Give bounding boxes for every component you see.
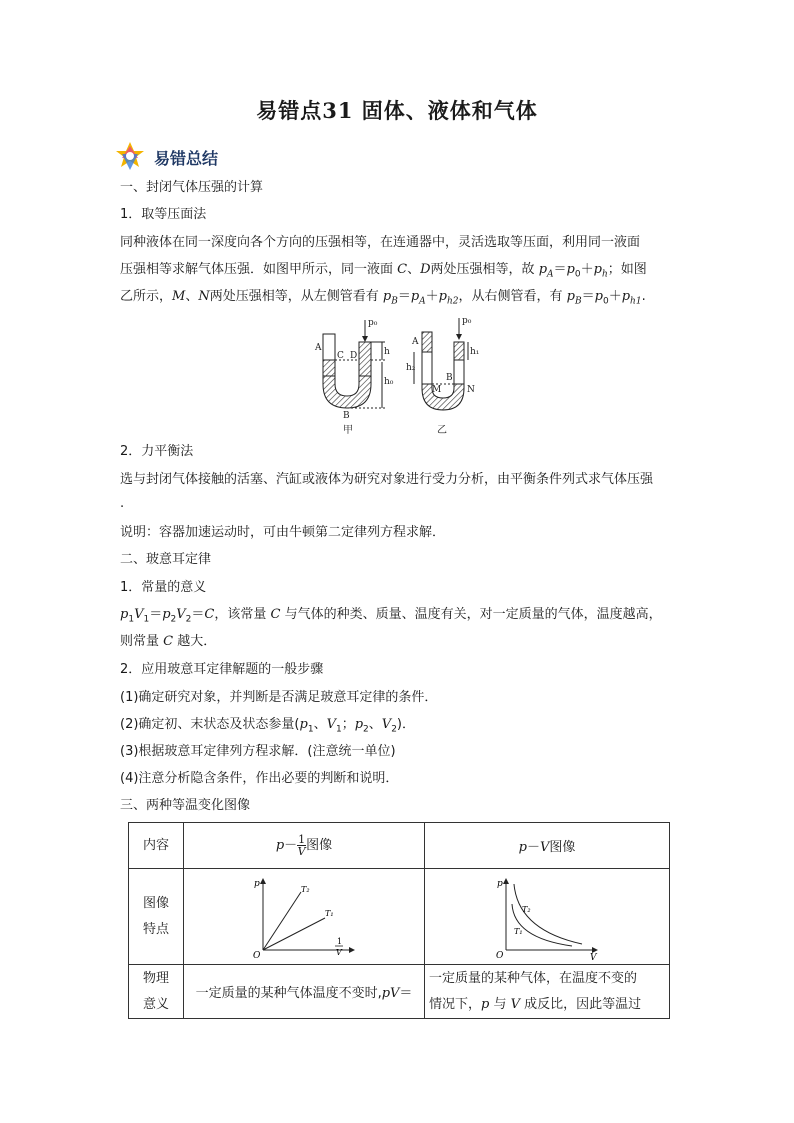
svg-text:O: O: [496, 950, 504, 960]
svg-text:p: p: [254, 878, 260, 889]
fig-jia-label-c: C: [337, 351, 344, 361]
step-3: (3)根据玻意耳定律列方程求解．(注意统一单位): [120, 744, 396, 759]
paragraph-4-line-2: 则常量 C 越大．: [120, 634, 217, 649]
table-header-row: [129, 823, 670, 869]
fig-jia-label-a: A: [315, 343, 322, 353]
heading-1: 一、封闭气体压强的计算: [120, 180, 264, 195]
step-2: (2)确定初、末状态及状态参量($p_1$、$V_1$；$p_2$、$V_2$)．: [120, 717, 415, 735]
heading-2: 二、玻意耳定律: [120, 552, 212, 567]
fig-jia-label-d: D: [350, 351, 358, 361]
fig-jia-label-b: B: [343, 411, 350, 421]
svg-text:V: V: [590, 952, 597, 960]
heading-2-1: 1．常量的意义: [120, 580, 207, 595]
u-tube-figure-jia: [310, 312, 400, 438]
paragraph-1-line-2: 压强相等求解气体压强．如图甲所示，同一液面 C、D两处压强相等，故 $p_A=p_0+p_h$；如图: [120, 262, 647, 280]
svg-text:O: O: [253, 950, 261, 960]
table-header-p-v: p－V图像: [425, 823, 670, 869]
table-cell-graph-1: [184, 869, 425, 965]
heading-1-2: 2．力平衡法: [120, 444, 194, 459]
u-tube-figure-yi: [404, 312, 494, 438]
table-row-graph-label: 图像 特点: [129, 869, 184, 965]
page-title: 易错点31 固体、液体和气体: [256, 98, 538, 123]
p-1-over-v-graph: [249, 874, 359, 960]
heading-2-2: 2．应用玻意耳定律解题的一般步骤: [120, 662, 324, 677]
paragraph-3: 说明：容器加速运动时，可由牛顿第二定律列方程求解．: [120, 525, 446, 540]
fig-jia-caption: 甲: [343, 425, 353, 436]
table-cell-meaning-2: 一定质量的某种气体，在温度不变的 情况下，p 与 V 成反比，因此等温过: [425, 965, 670, 1019]
fig-yi-label-h2: h₂: [406, 363, 416, 373]
fig-yi-label-p0: p₀: [462, 316, 472, 326]
table-header-content: 内容: [129, 823, 184, 869]
isotherm-comparison-table: [128, 822, 670, 1019]
svg-text:T₂: T₂: [522, 904, 531, 914]
fig-jia-label-h0: h₀: [384, 377, 394, 387]
section-label: 易错总结: [154, 148, 219, 168]
fig-jia-label-h: h: [384, 347, 390, 357]
paragraph-2-line-1: 选与封闭气体接触的活塞、汽缸或液体为研究对象进行受力分析，由平衡条件列式求气体压强: [120, 472, 654, 487]
svg-text:p: p: [497, 878, 503, 889]
fig-jia-label-p0: p₀: [368, 318, 378, 328]
fig-yi-label-b: B: [446, 373, 453, 383]
heading-3: 三、两种等温变化图像: [120, 798, 251, 813]
star-badge-icon: [112, 140, 148, 174]
table-cell-graph-2: [425, 869, 670, 965]
step-4: (4)注意分析隐含条件，作出必要的判断和说明．: [120, 771, 399, 786]
fig-yi-caption: 乙: [437, 425, 447, 436]
paragraph-1-line-1: 同种液体在同一深度向各个方向的压强相等，在连通器中，灵活选取等压面，利用同一液面: [120, 235, 641, 250]
section-heading: [112, 140, 218, 174]
fig-yi-label-m: M: [432, 385, 442, 395]
svg-text:T₂: T₂: [301, 884, 310, 894]
svg-text:V: V: [336, 947, 342, 957]
step-1: (1)确定研究对象，并判断是否满足玻意耳定律的条件．: [120, 690, 438, 705]
paragraph-2-line-2: .: [120, 496, 125, 511]
table-row-meaning: [129, 965, 670, 1019]
fig-yi-label-n: N: [467, 385, 475, 395]
svg-text:T₁: T₁: [514, 926, 523, 936]
table-row-meaning-label: 物理 意义: [129, 965, 184, 1019]
fig-yi-label-h1: h₁: [470, 347, 480, 357]
table-cell-meaning-1: 一定质量的某种气体温度不变时,pV＝: [184, 965, 425, 1019]
paragraph-4-line-1: $p_1V_1=p_2V_2=C$，该常量 C 与气体的种类、质量、温度有关，对一定质量的气体，温度越高，: [120, 607, 662, 625]
fig-yi-label-a: A: [412, 337, 419, 347]
svg-text:1: 1: [337, 936, 343, 946]
p-v-graph: [492, 874, 602, 960]
svg-text:T₁: T₁: [325, 908, 334, 918]
table-row-graph: [129, 869, 670, 965]
paragraph-1-line-3: 乙所示，M、N两处压强相等，从左侧管看有 $p_B=p_A+p_{h2}$，从右侧管看，有 $p_B=p_0+p_{h1}$.: [120, 289, 646, 307]
heading-1-1: 1．取等压面法: [120, 207, 207, 222]
table-header-p-1-over-v: p－ $\frac{1}{V}$ 图像: [184, 823, 425, 869]
